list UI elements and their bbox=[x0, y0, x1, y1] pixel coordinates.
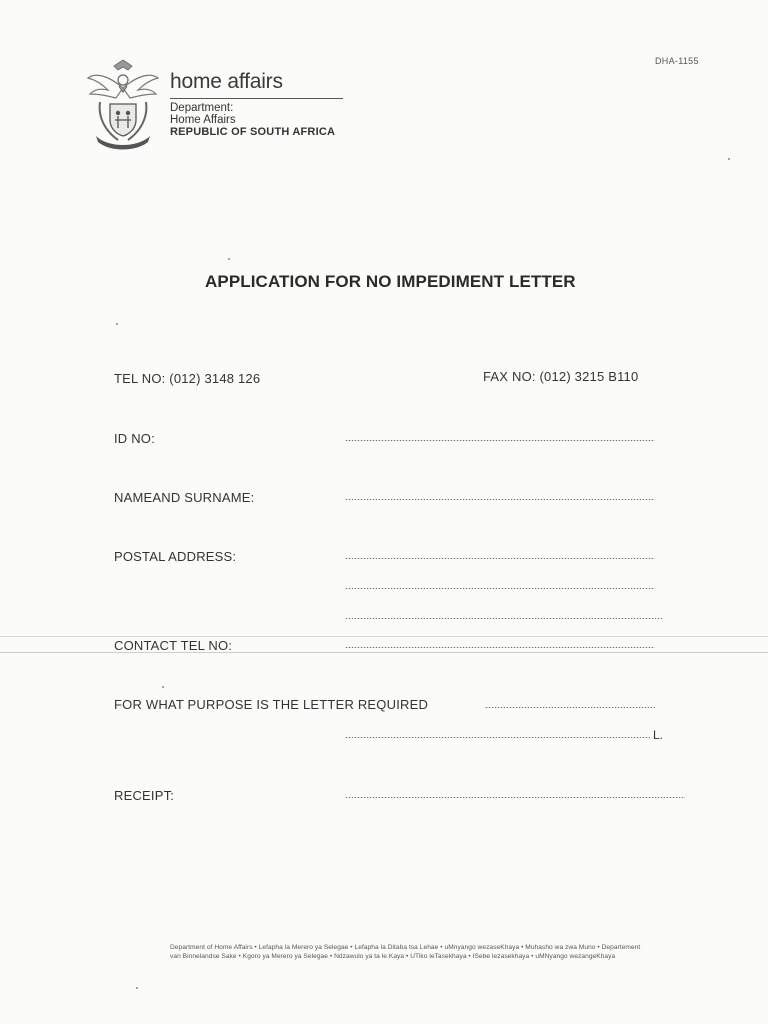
coat-of-arms-icon bbox=[84, 58, 162, 150]
postal-address-field-1[interactable] bbox=[345, 558, 655, 559]
receipt-label: RECEIPT: bbox=[114, 788, 175, 803]
footer-line-2: van Binnelandse Sake • Kgoro ya Merero ya Selegae • Ndzawulo ya ta le Kaya • UTiko leTasekhaya • ISebe lezasekhaya • uMNyango wezangeKhaya bbox=[170, 953, 616, 960]
scan-speck bbox=[162, 686, 164, 688]
contact-tel-label: CONTACT TEL NO: bbox=[114, 638, 233, 653]
department-name: Home Affairs bbox=[170, 114, 236, 126]
scan-artifact-line bbox=[0, 636, 768, 637]
brand-rule bbox=[170, 98, 343, 99]
form-code: DHA-1155 bbox=[655, 56, 699, 66]
id-number-field[interactable] bbox=[345, 440, 655, 441]
purpose-label: FOR WHAT PURPOSE IS THE LETTER REQUIRED bbox=[114, 697, 429, 712]
purpose-field-mark: L. bbox=[653, 728, 664, 742]
postal-address-field-2[interactable] bbox=[345, 588, 655, 589]
postal-address-label: POSTAL ADDRESS: bbox=[114, 549, 237, 564]
fax-number: FAX NO: (012) 3215 B110 bbox=[483, 369, 639, 384]
document-title: APPLICATION FOR NO IMPEDIMENT LETTER bbox=[205, 272, 576, 291]
name-surname-label: NAMEAND SURNAME: bbox=[114, 490, 255, 505]
scan-speck bbox=[136, 987, 138, 989]
receipt-field[interactable] bbox=[345, 797, 685, 798]
department-label: Department: bbox=[170, 102, 234, 114]
id-number-label: ID NO: bbox=[114, 431, 155, 446]
country-label: REPUBLIC OF SOUTH AFRICA bbox=[170, 126, 336, 138]
tel-number: TEL NO: (012) 3148 126 bbox=[114, 371, 261, 386]
scan-speck bbox=[116, 323, 118, 325]
postal-address-field-3[interactable] bbox=[345, 618, 663, 619]
scan-speck bbox=[728, 158, 730, 160]
name-surname-field[interactable] bbox=[345, 499, 655, 500]
scan-speck bbox=[228, 258, 230, 260]
footer-line-1: Department of Home Affairs • Lefapha la Merero ya Selegae • Lefapha la Ditaba tsa Lehae • uMnyango wezaseKhaya • Muhasho wa zwa Muno • Departement bbox=[170, 944, 641, 951]
purpose-field-2[interactable] bbox=[345, 737, 650, 738]
contact-tel-field[interactable] bbox=[345, 647, 655, 648]
purpose-field-1[interactable] bbox=[485, 707, 655, 708]
brand-name: home affairs bbox=[170, 70, 283, 93]
